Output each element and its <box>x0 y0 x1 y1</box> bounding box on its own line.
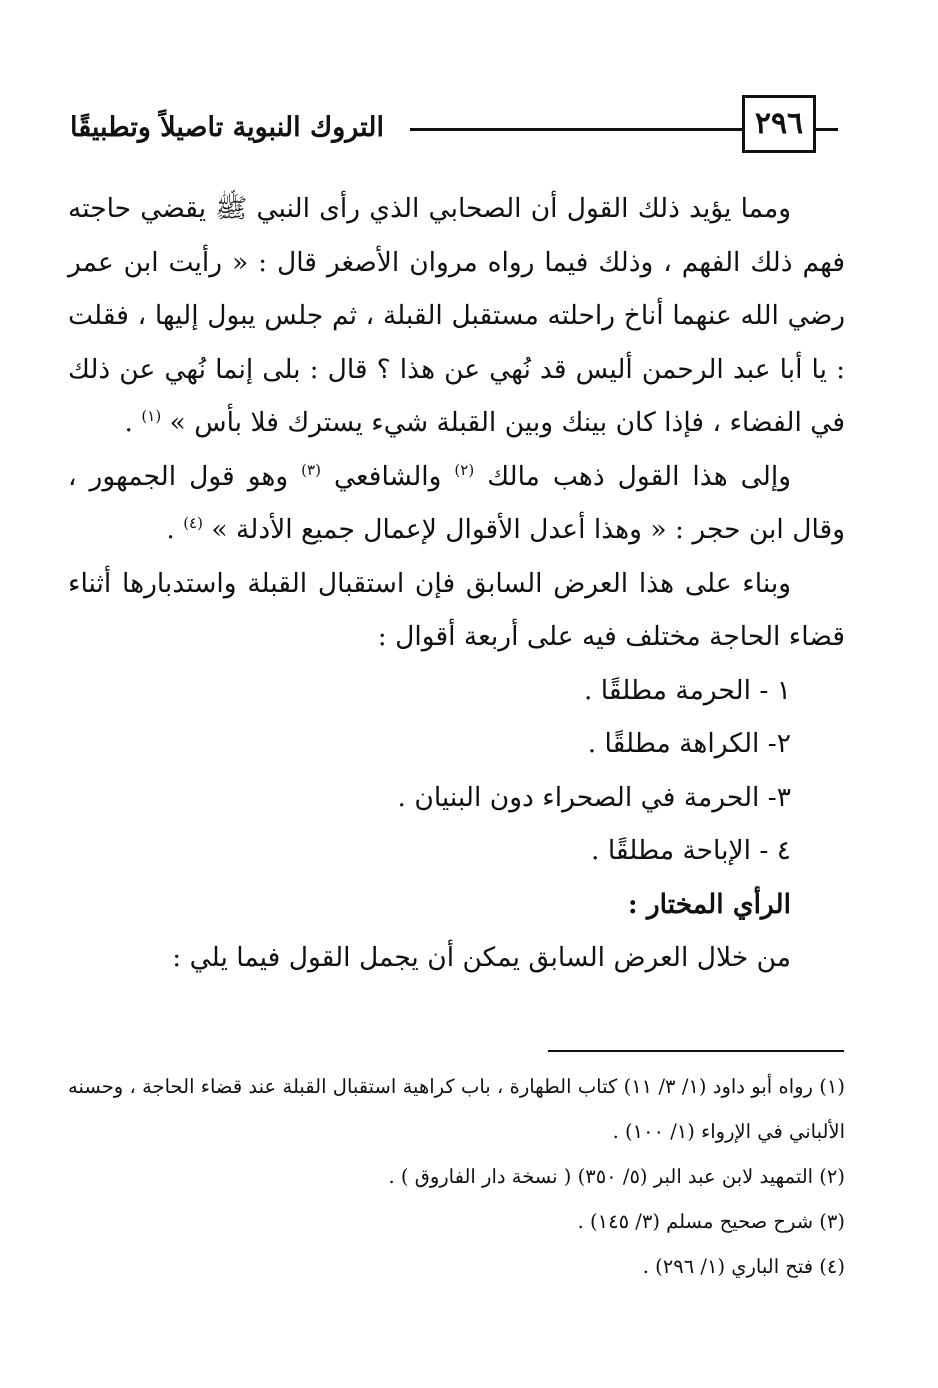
footnote: (٣) شرح صحيح مسلم (٣/ ١٤٥) . <box>577 1210 845 1233</box>
paragraph: وبناء على هذا العرض السابق فإن استقبال القبلة واستدبارها أثناء قضاء الحاجة مختلف فيه على أربعة أقوال : <box>68 567 845 652</box>
paragraph <box>68 450 845 557</box>
paragraph-text: والشافعي <box>333 460 455 492</box>
page-header <box>0 0 938 170</box>
list-item: ٢- الكراهة مطلقًا . <box>587 728 791 759</box>
footnote: (١) رواه أبو داود (١/ ٣/ ١١) كتاب الطهارة ، باب كراهية استقبال القبلة عند قضاء الحاجة ، وحسنه الألباني في الإرواء (١/ ١٠٠) . <box>68 1075 845 1143</box>
section-heading: الرأي المختار : <box>627 888 791 920</box>
page-number: ٢٩٦ <box>742 95 816 153</box>
paragraph-text: وإلى هذا القول ذهب مالك <box>487 460 791 492</box>
paragraph-end: . <box>124 407 142 438</box>
list-item: ٤ - الإباحة مطلقًا . <box>590 835 791 866</box>
paragraph <box>68 182 845 450</box>
body-text <box>68 182 845 985</box>
footnote-ref: (١) <box>141 407 162 426</box>
footnote-ref: (٢) <box>454 460 475 479</box>
paragraph: من خلال العرض السابق يمكن أن يجمل القول فيما يلي : <box>172 942 791 973</box>
list-item: ١ - الحرمة مطلقًا . <box>583 674 791 706</box>
footnote-ref: (٤) <box>183 514 203 533</box>
footnote: (٤) فتح الباري (١/ ٢٩٦) . <box>642 1255 845 1278</box>
header-rule-tail <box>816 128 838 131</box>
paragraph-text: ومما يؤيد ذلك القول أن الصحابي الذي رأى النبي ﷺ يقضي حاجته فهم ذلك الفهم ، وذلك فيما رواه مروان الأصغر قال : « رأيت ابن عمر رضي الله عنهما أناخ راحلته مستقبل القبلة ، ثم جلس يبول إليها ، فقلت : يا أبا عبد الرحمن أليس قد نُهي عن هذا ؟ قال : بلى إنما نُهي عن ذلك في الفضاء ، فإذا كان بينك وبين القبلة شيء يسترك فلا بأس » <box>68 193 845 438</box>
footnote-ref: (٣) <box>301 460 321 479</box>
paragraph-end: . <box>166 514 184 545</box>
footnote: (٢) التمهيد لابن عبد البر (٥/ ٣٥٠) ( نسخة دار الفاروق ) . <box>388 1165 845 1188</box>
footnotes <box>68 1064 845 1289</box>
list-item: ٣- الحرمة في الصحراء دون البنيان . <box>397 781 791 813</box>
footnote-separator <box>548 1050 844 1052</box>
running-title: التروك النبوية تاصيلاً وتطبيقًا <box>60 103 410 153</box>
paragraph-text: وهو قول الجمهور ، وقال ابن حجر : « وهذا أعدل الأقوال لإعمال جميع الأدلة » <box>68 460 845 545</box>
